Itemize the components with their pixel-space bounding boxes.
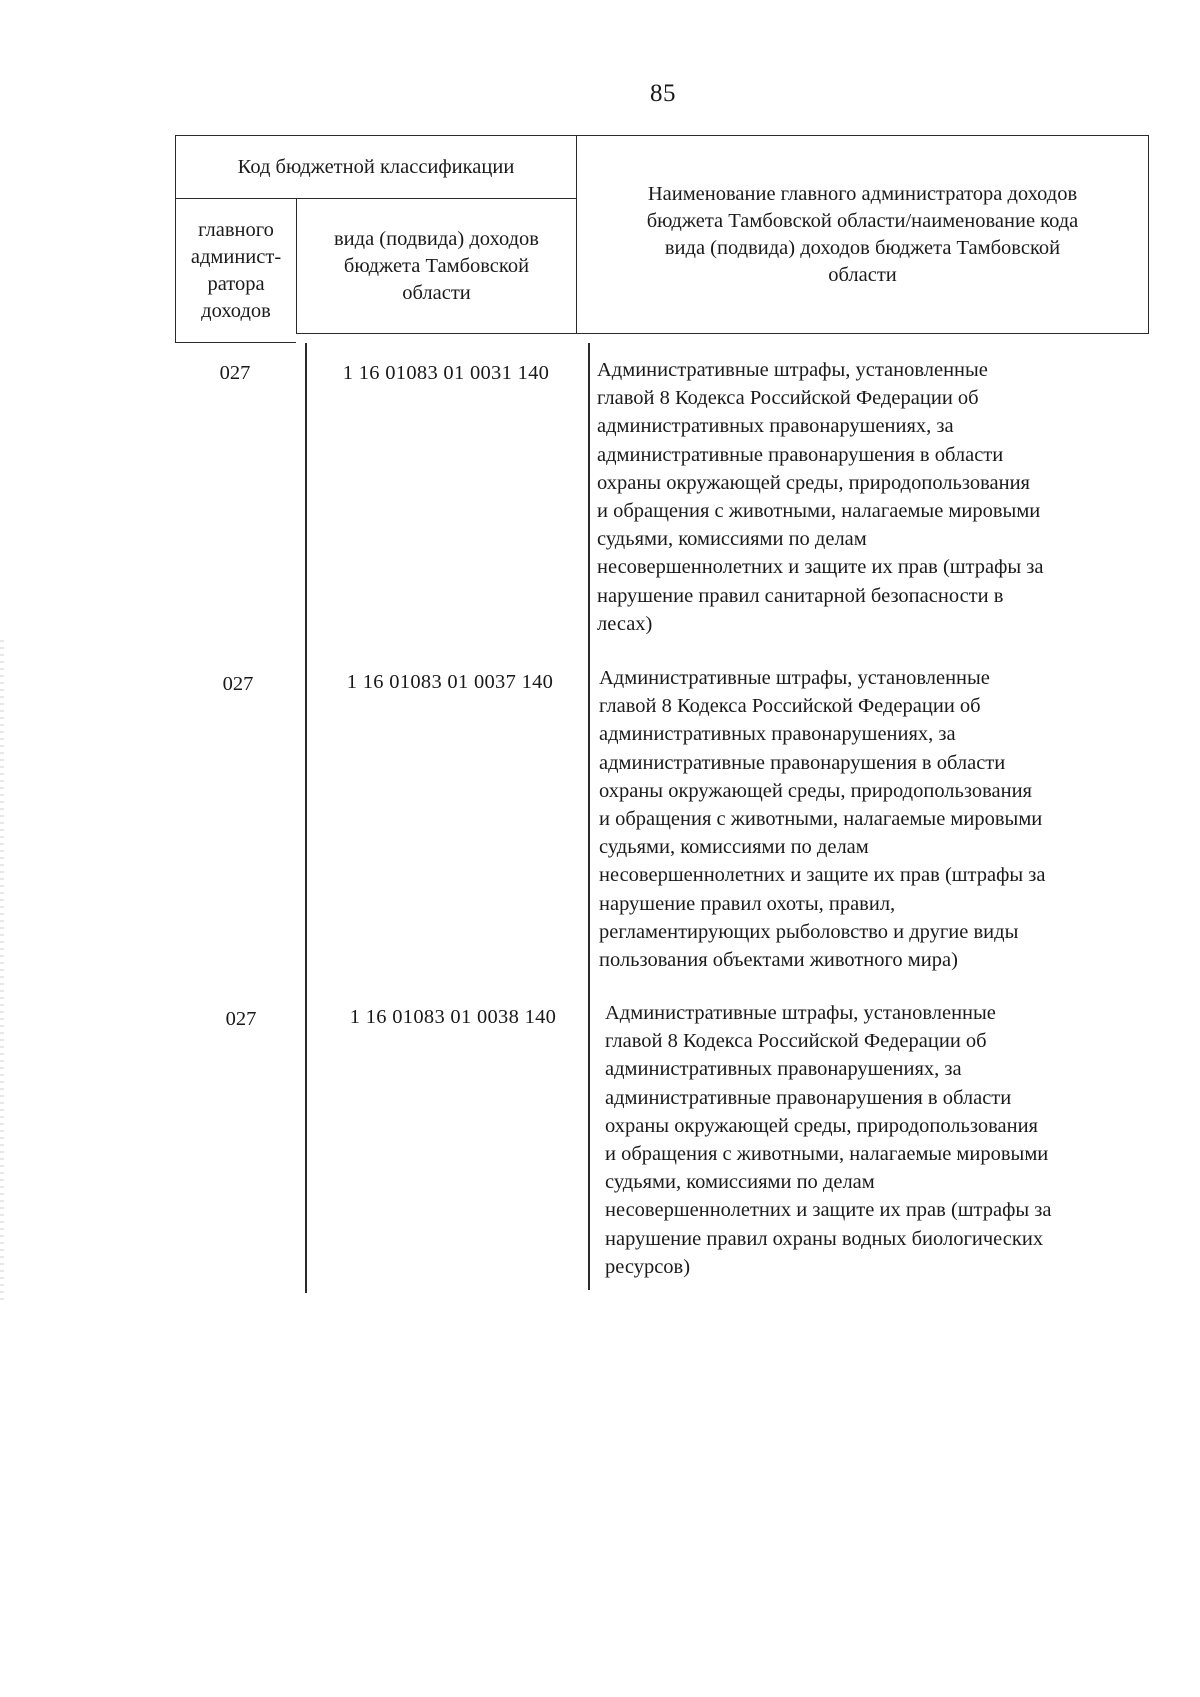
column-divider [305,343,307,1293]
header-type-line: области [402,281,471,304]
header-admin-line: ратора [207,272,265,295]
header-admin-line: главного [198,218,274,241]
header-span-title: Код бюджетной классификации [237,155,515,178]
header-type-line: вида (подвида) доходов [334,227,539,250]
header-type-line: бюджета Тамбовской [343,254,530,277]
admin-code-cell: 027 [222,673,254,695]
description-cell: Административные штрафы, установленные главой 8 Кодекса Российской Федерации об административных правонарушениях, за административные правонарушения в области охраны окружающей среды, природопользования и обращения с животными, налагаемые мировыми судьями, комиссиями по делам несовершеннолетних и защите их прав (штрафы за нарушение правил охраны водных биологических ресурсов) [605,1002,1052,1278]
column-divider [588,343,590,1290]
header-name-line: вида (подвида) доходов бюджета Тамбовской [664,236,1061,259]
header-admin-line: админист- [190,245,282,268]
income-code-cell: 1 16 01083 01 0038 140 [349,1006,557,1028]
page-number: 85 [650,80,676,107]
income-code-cell: 1 16 01083 01 0031 140 [342,362,550,384]
header-name-line: области [828,263,897,286]
header-budget-classification-code [175,135,576,198]
description-cell: Административные штрафы, установленные главой 8 Кодекса Российской Федерации об административных правонарушениях, за административные правонарушения в области охраны окружающей среды, природопользования и обращения с животными, налагаемые мировыми судьями, комиссиями по делам несовершеннолетних и защите их прав (штрафы за нарушение правил санитарной безопасности в лесах) [597,359,1044,635]
header-name-line: бюджета Тамбовской области/наименование кода [646,209,1079,232]
description-cell: Административные штрафы, установленные главой 8 Кодекса Российской Федерации об административных правонарушениях, за административные правонарушения в области охраны окружающей среды, природопользования и обращения с животными, налагаемые мировыми судьями, комиссиями по делам несовершеннолетних и защите их прав (штрафы за нарушение правил охоты, правил, регламентирующих рыболовство и другие виды пользования объектами животного мира) [599,667,1046,972]
header-income-type-column [296,198,576,334]
admin-code-cell: 027 [225,1008,257,1030]
scan-artifact [0,640,4,1300]
header-admin-line: доходов [201,299,271,322]
income-code-cell: 1 16 01083 01 0037 140 [346,671,554,693]
header-name-column [576,135,1149,334]
admin-code-cell: 027 [219,362,251,384]
header-admin-column [175,198,296,343]
header-name-line: Наименование главного администратора доходов [647,182,1078,205]
